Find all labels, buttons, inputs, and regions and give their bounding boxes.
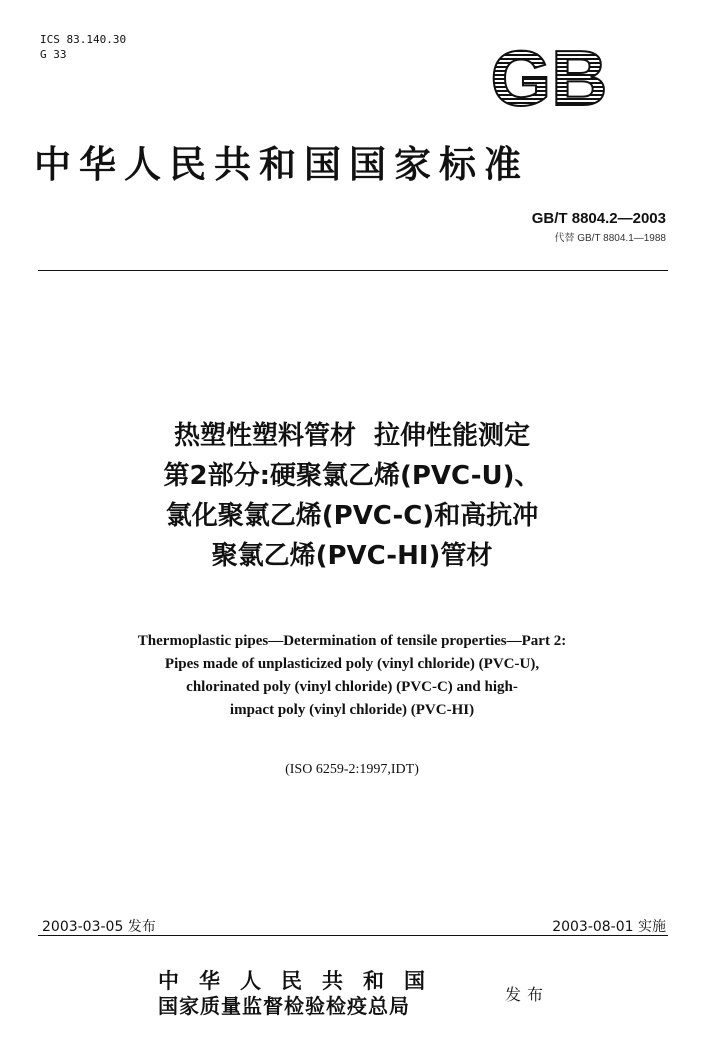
chinese-title-line: 热塑性塑料管材 拉伸性能测定 xyxy=(173,421,531,451)
ccs-code: G 33 xyxy=(40,48,67,61)
english-title-line: chlorinated poly (vinyl chloride) (PVC-C) and high- xyxy=(186,679,518,695)
chinese-title-line: 氯化聚氯乙烯(PVC-C)和高抗冲 xyxy=(165,501,539,531)
publisher-line-1: 中华人民共和国 xyxy=(158,968,445,993)
publish-label: 发布 xyxy=(505,985,550,1004)
iso-equivalence: (ISO 6259-2:1997,IDT) xyxy=(285,762,419,777)
english-title-line: Pipes made of unplasticized poly (vinyl chloride) (PVC-U), xyxy=(164,656,540,672)
standard-number: GB/T 8804.2—2003 xyxy=(531,210,666,227)
implementation-date: 2003-08-01 实施 xyxy=(552,919,666,935)
english-title xyxy=(40,630,664,722)
issue-date: 2003-03-05 发布 xyxy=(42,919,156,935)
english-title-line: impact poly (vinyl chloride) (PVC-HI) xyxy=(229,702,475,718)
gb-logo-text: GB xyxy=(490,42,608,112)
classification-codes xyxy=(40,32,126,62)
bottom-divider xyxy=(38,935,668,936)
chinese-title-line: 第2部分:硬聚氯乙烯(PVC-U)、 xyxy=(163,461,541,491)
top-divider xyxy=(38,270,668,271)
publisher-line-2: 国家质量监督检验检疫总局 xyxy=(158,994,410,1018)
gb-logo xyxy=(474,42,624,112)
chinese-title-line: 聚氯乙烯(PVC-HI)管材 xyxy=(211,541,493,571)
chinese-title xyxy=(40,416,664,576)
ics-code: ICS 83.140.30 xyxy=(40,33,127,46)
replaces-standard: 代替 GB/T 8804.1—1988 xyxy=(554,233,666,244)
english-title-line: Thermoplastic pipes—Determination of tensile properties—Part 2: xyxy=(137,633,567,649)
national-standard-title: 中华人民共和国国家标准 xyxy=(34,142,529,186)
